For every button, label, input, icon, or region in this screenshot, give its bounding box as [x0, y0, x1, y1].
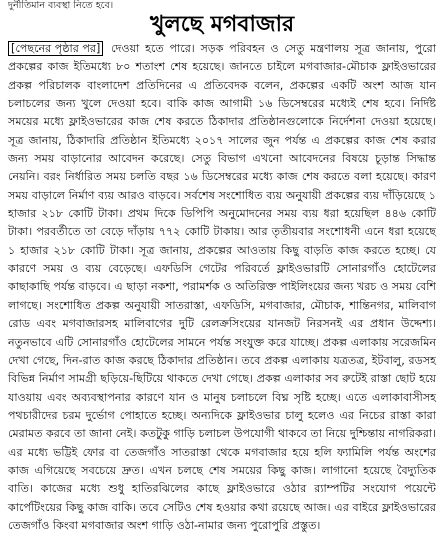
previous-article-tail: দুর্নীতিমান ব্যবস্থা নিতে হবে। — [8, 0, 114, 11]
article-body-text: দেওয়া হতে পারে। সড়ক পরিবহন ও সেতু মন্ত্রণালয় সূত্র জানায়, পুরো প্রকল্পের কাজ ইতিমধ্যে ৮০ শতাংশ শেষ হয়েছে। জানতে চাইলে মগবাজার-মৌচাক ফ্লাইওভারের প্রকল্প পরিচালক বাংলাদেশ প্রতিদিনের এ প্রতিবেদক বলেন, প্রকল্পের একটি অংশ আজ যান চলাচলের জন্য খুলে দেওয়া হবে। বাকি কাজ আগামী ১৬ ডিসেম্বরের মধ্যেই শেষ হবে। নির্দিষ্ট সময়ের মধ্যে ফ্লাইওভারের কাজ শেষ করতে ঠিকাদার প্রতিষ্ঠানগুলোকে নির্দেশনা দেওয়া হয়েছে। সূত্র জানায়, ঠিকাদারি প্রতিষ্ঠান ইতিমধ্যে ২০১৭ সালের জুন পর্যন্ত এ প্রকল্পের কাজ শেষ করার জন্য সময় বাড়ানোর আবেদন করেছে। সেতু বিভাগ এখনো আবেদনের বিষয়ে চূড়ান্ত সিদ্ধান্ত নেয়নি। বরং নির্ধারিত সময় চলতি বছর ১৬ ডিসেম্বরের মধ্যে কাজ শেষ করতে বলা হয়েছে। কারণ সময় বাড়ালে নির্মাণ ব্যয় আরও বাড়বে। সর্বশেষ সংশোধিত ব্যয় অনুযায়ী প্রকল্পের ব্যয় দাঁড়িয়েছে ১ হাজার ২১৮ কোটি টাকা। প্রথম দিকে ডিপিপি অনুমোদনের সময় ব্যয় ধরা হয়েছিল ৪৪৬ কোটি টাকা। পরবর্তীতে তা বেড়ে দাঁড়ায় ৭৭২ কোটি টাকায়। আর তৃতীয়বার সংশোধনী এনে ধরা হয়েছে ১ হাজার ২১৮ কোটি টাকা। সূত্র জানায়, প্রকল্পের আওতায় কিছু বাড়তি কাজ করতে হচ্ছে। যে কারণে সময় ও ব্যয় বেড়েছে। এফডিসি গেটের পরিবর্তে ফ্লাইওভারটি সোনারগাঁও হোটেলের কাছাকাছি পর্যন্ত বাড়বে। এ ছাড়া নকশা, পরামর্শক ও অতিরিক্ত পাইলিংয়ের জন্য খরচ ও সময় বেশি লাগছে। সংশোধিত প্রকল্প অনুযায়ী সাতরাস্তা, এফডিসি, মগবাজার, মৌচাক, শান্তিনগর, মালিবাগ রোড এবং মগবাজারসহ মালিবাগের দুটি রেলক্রসিংয়ের যানজট নিরসনই এর প্রধান উদ্দেশ্য। নতুনভাবে এটি সোনারগাঁও হোটেলের সামনে পর্যন্ত সংযুক্ত করে যাচ্ছে। প্রকল্প এলাকায় সরেজমিন দেখা গেছে, দিন-রাত কাজ করছে ঠিকাদার প্রতিষ্ঠান। তবে প্রকল্প এলাকায় যত্রতত্র, ইটবালু, রডসহ বিভিন্ন নির্মাণ সামগ্রী ছড়িয়ে-ছিটিয়ে থাকতে দেখা গেছে। প্রকল্প এলাকার সব রুটেই রাস্তা ছোট হয়ে যাওয়ায় এবং অব্যবস্থাপনার কারণে যান ও মানুষ চলাচলে বিঘ্ন সৃষ্টি হচ্ছে। এতে এলাকাবাসীসহ পথচারীদের চরম দুর্ভোগ পোহাতে হচ্ছে। অন্যদিকে ফ্লাইওভার চালু হলেও এর নিচের রাস্তা কারা মেরামত করবে তা জানা নেই। কতটুকু গাড়ি চলাচল উপযোগী থাকবে তা নিয়ে দুশ্চিন্তায় নাগরিকরা। এর মধ্যে ভট্টিই ফোর বা তেজগাঁও সাতরাস্তা থেকে মগবাজার হয়ে হলি ফ্যামিলি পর্যন্ত অংশের কাজ এগিয়েছে সবচেয়ে দ্রুত। এখন চলছে শেষ সময়ের কিছু কাজ। লাগানো হয়েছে বৈদ্যুতিক বাতি। কাজের মধ্যে শুধু হাতিরঝিলের কাছে ফ্লাইওভারে ওঠার র‌্যাম্পটির সংযোগ পয়েন্টে কার্পেটিংয়ের কিছু কাজ বাকি। তবে সেটিও শেষ হওয়ার কথা রয়েছে আজ। এর বাইরে ফ্লাইওভারের তেজগাঁও কিংবা মগবাজার অংশ গাড়ি ওঠা-নামার জন্য পুরোপুরি প্রস্তুত। — [8, 42, 436, 532]
article-body — [8, 40, 436, 535]
continuation-tag: [পেছনের পৃষ্ঠার পর] — [8, 41, 103, 56]
headline: খুলছে মগবাজার — [149, 12, 295, 37]
